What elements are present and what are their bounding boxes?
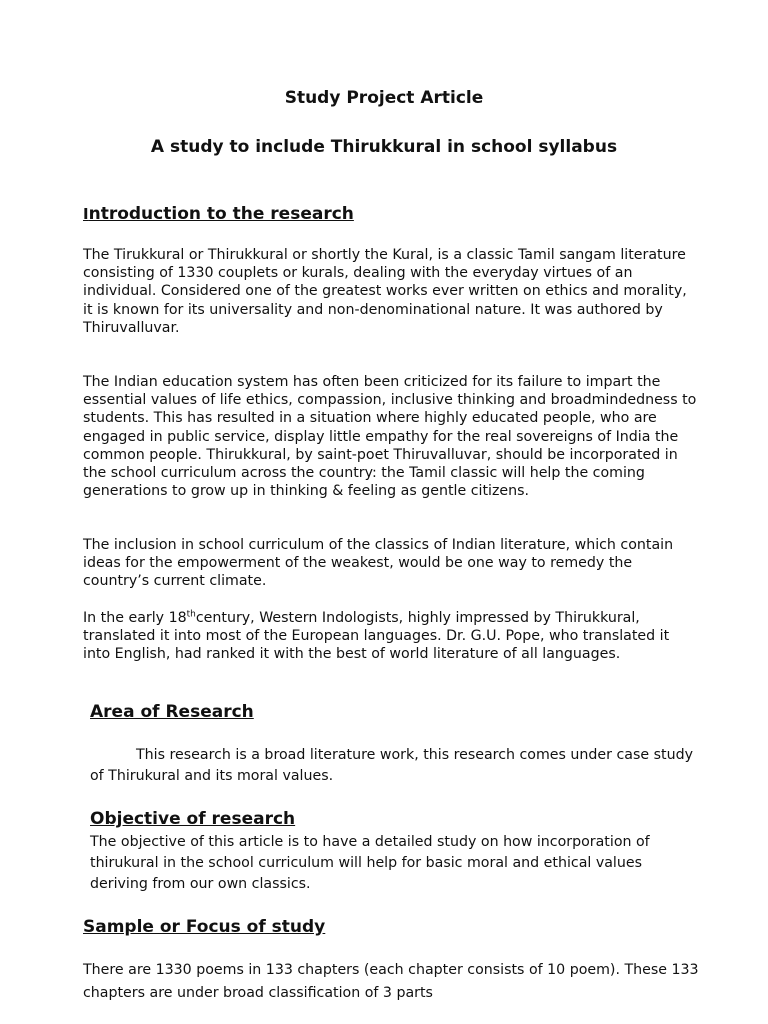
intro-paragraph-2: The Indian education system has often been criticized for its failure to impart the essential values of life ethics, compassion, inclusive thinking and broadmindedness to students. This has resulted in a situation where highly educated people, who are engaged in public service, display little empathy for the real sovereigns of India the common people. Thirukkural, by saint-poet Thiruvalluvar, should be incorporated in the school curriculum across the country: the Tamil classic will help the coming generations to grow up in thinking & feeling as gentle citizens. [83, 374, 697, 500]
area-heading: Area of Research [90, 702, 254, 722]
intro-p4-post: century, Western Indologists, highly impressed by Thirukkural, translated it into most of the European languages. Dr. G.U. Pope, who translated it into English, had ranked it with the best of world literature of all languages. [83, 610, 670, 663]
intro-paragraph-1: The Tirukkural or Thirukkural or shortly the Kural, is a classic Tamil sangam literature consisting of 1330 couplets or kurals, dealing with the everyday virtues of an individual. Considered one of the greatest works ever written on ethics and morality, it is known for its universality and non-denominational nature. It was authored by Thiruvalluvar. [83, 247, 687, 336]
objective-heading: Objective of research [90, 809, 296, 829]
objective-paragraph: The objective of this article is to have a detailed study on how incorporation of thirukural in the school curriculum will help for basic moral and ethical values deriving from our own classics. [90, 834, 650, 892]
document-subtitle: A study to include Thirukkural in school syllabus [150, 137, 618, 157]
intro-heading-initial: I [83, 205, 89, 223]
intro-p4-pre: In the early 18 [83, 610, 187, 626]
intro-p4-sup: th [186, 609, 196, 620]
sample-heading: Sample or Focus of study [83, 917, 326, 937]
intro-paragraph-4 [83, 609, 698, 664]
document-title: Study Project Article [284, 88, 484, 108]
intro-heading-rest: ntroduction to the research [88, 204, 354, 224]
area-paragraph: This research is a broad literature work, this research comes under case study of Thirukural and its moral values. [90, 747, 693, 784]
intro-heading [83, 204, 354, 224]
intro-paragraph-3: The inclusion in school curriculum of the classics of Indian literature, which contain ideas for the empowerment of the weakest, would be one way to remedy the country’s current climate. [83, 537, 674, 590]
sample-paragraph: There are 1330 poems in 133 chapters (each chapter consists of 10 poem). These 133 chapters are under broad classification of 3 parts [83, 962, 699, 1001]
